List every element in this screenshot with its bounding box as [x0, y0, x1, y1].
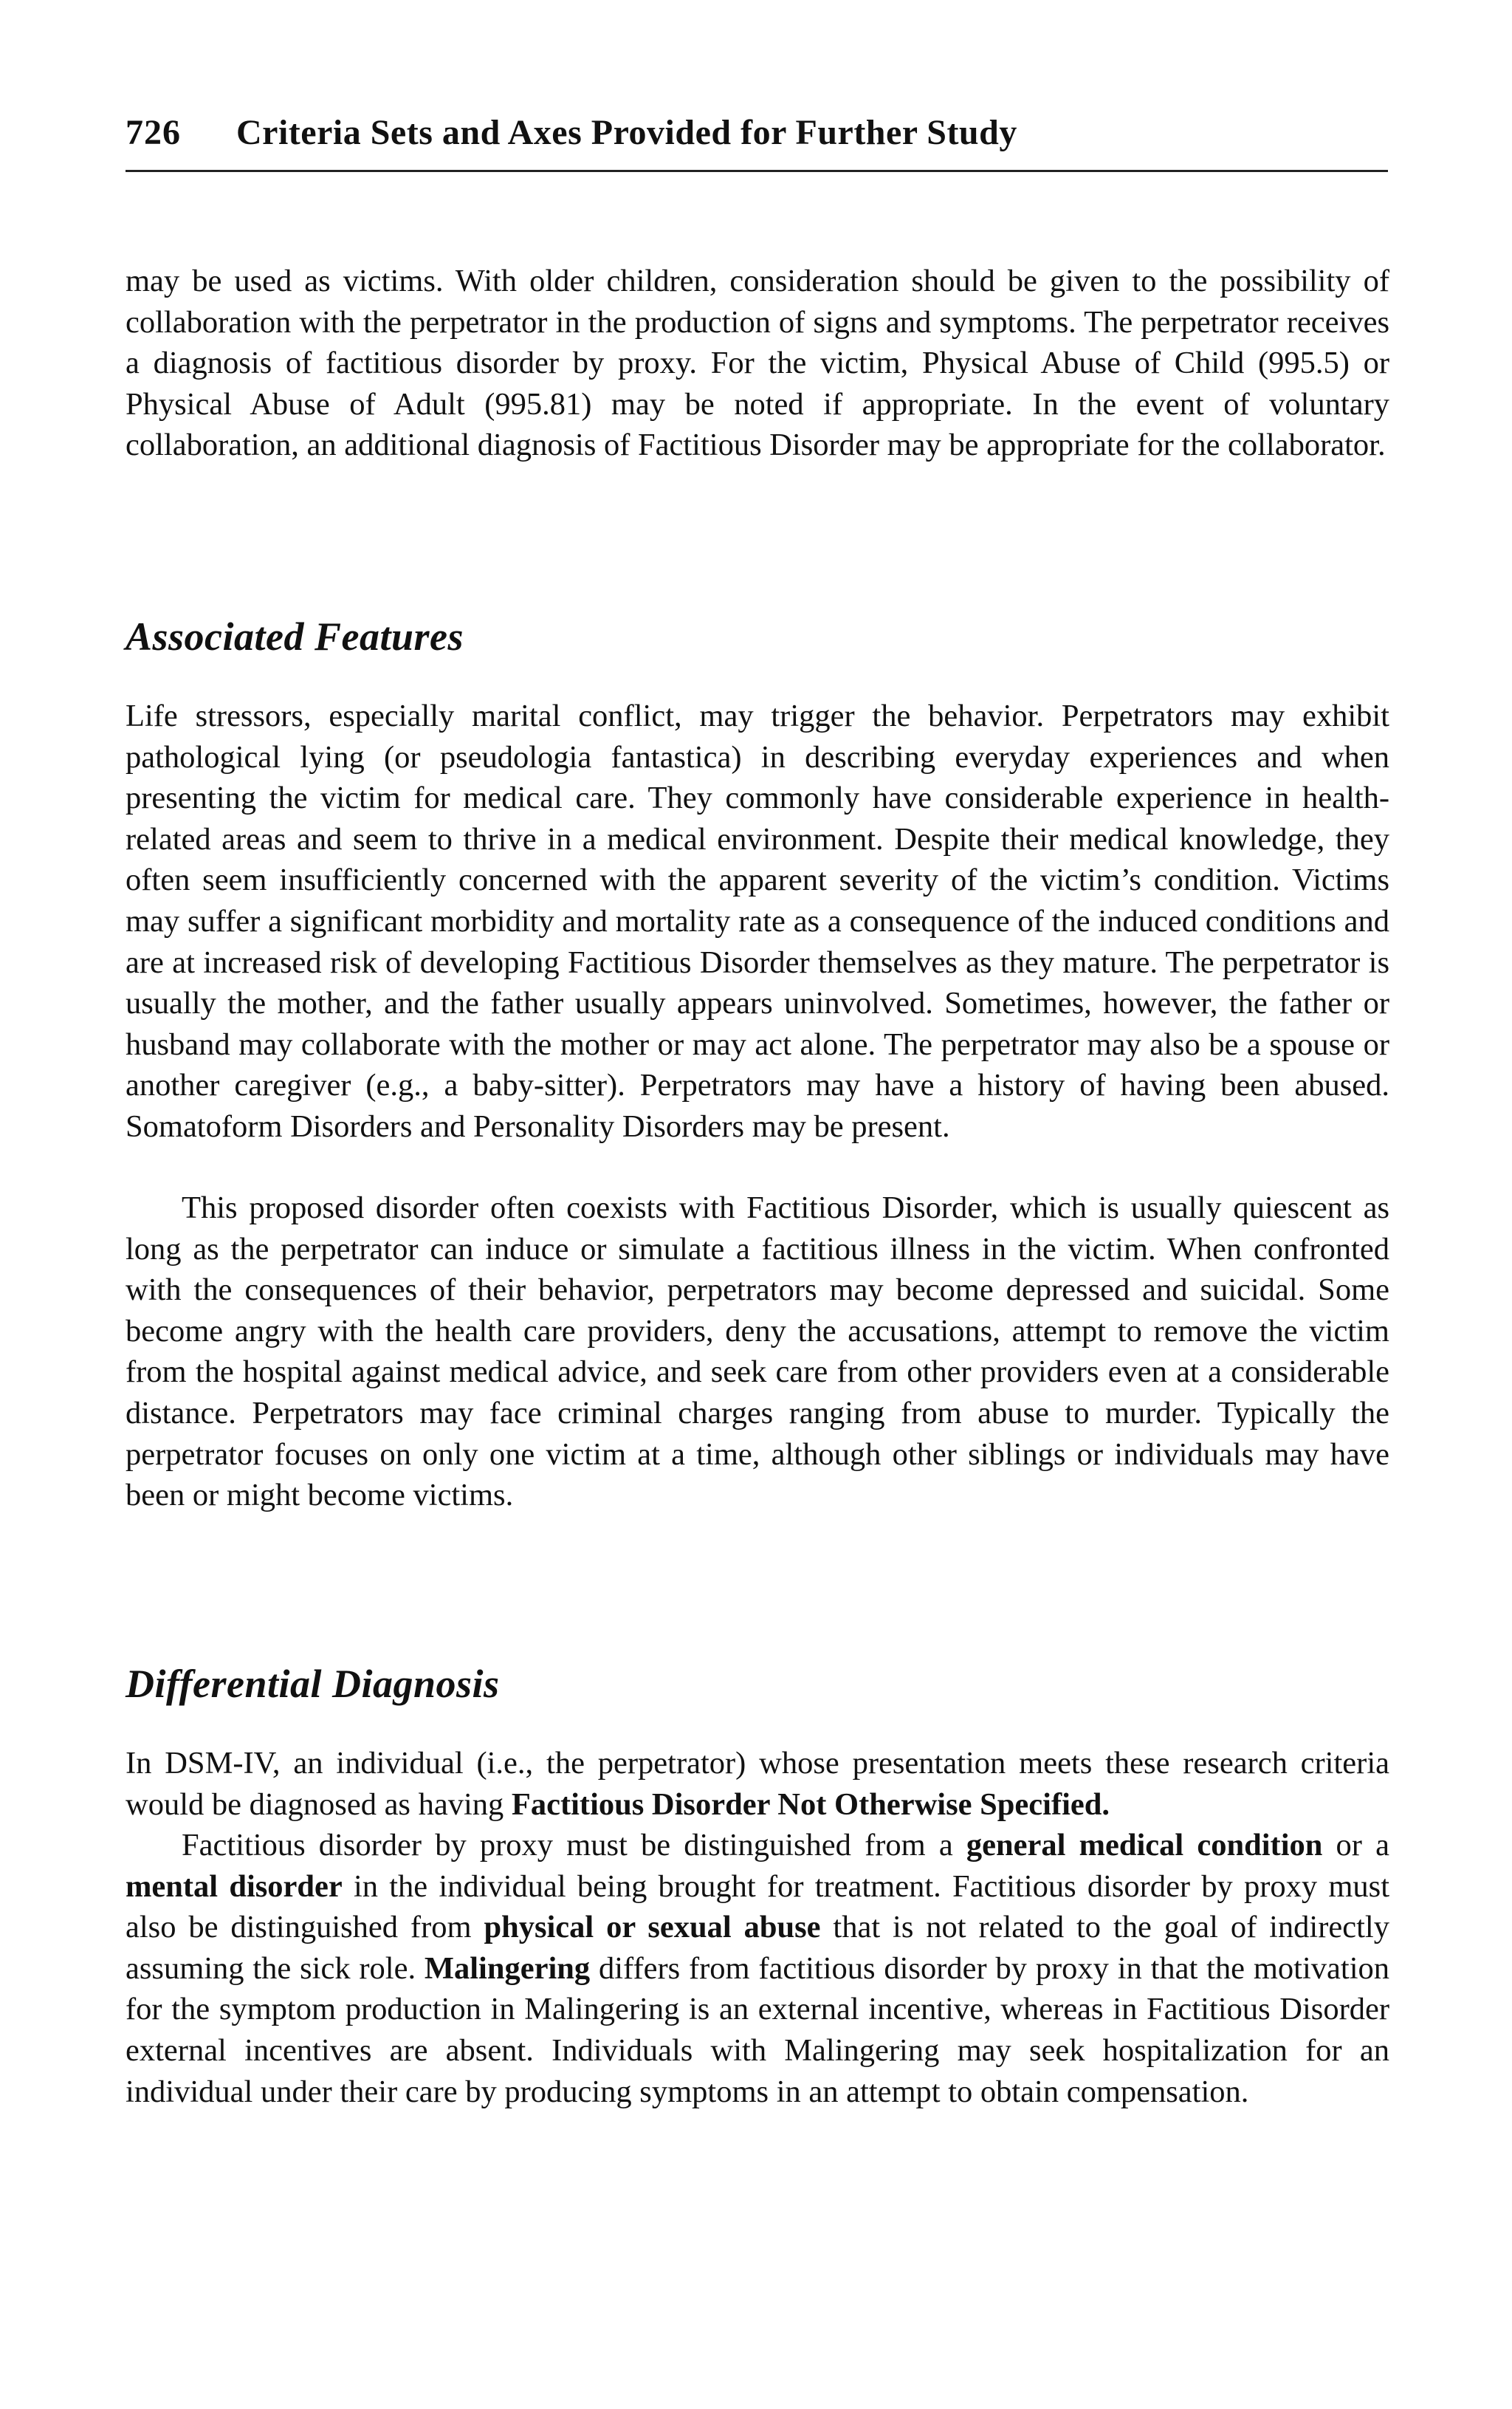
- associated-features-paragraph-2: [126, 1188, 1389, 1516]
- dd-para2-text-e: in the individual being brought for treatment. Factitious disorder by proxy must also be distinguished from: [126, 1868, 1389, 1945]
- running-head: [126, 111, 1388, 172]
- dd-para2-text-c: or a: [1322, 1828, 1389, 1863]
- differential-diagnosis-heading: Differential Diagnosis: [126, 1662, 500, 1706]
- associated-features-heading: Associated Features: [126, 614, 464, 659]
- associated-features-paragraph-2-text: This proposed disorder often coexists with Factitious Disorder, which is usually quiescent as long as the perpetrator can induce or simulate a factitious illness in the victim. When confronted with the consequences of their behavior, perpetrators may become depressed and suicidal. Some become angry with the health care providers, deny the accusations, attempt to remove the victim from the hospital against medical advice, and seek care from other providers even at a considerable distance. Perpetrators may face criminal charges ranging from abuse to murder. Typically the perpetrator focuses on only one victim at a time, although other siblings or individuals may have been or might become victims.: [126, 1190, 1389, 1513]
- page-number: 726: [126, 113, 181, 152]
- dd-para2-text-a: Factitious disorder by proxy must be distinguished from a: [182, 1828, 966, 1863]
- differential-diagnosis-paragraph-1: [126, 1743, 1389, 1825]
- associated-features-paragraph-1: Life stressors, especially marital conflict, may trigger the behavior. Perpetrators may exhibit pathological lying (or pseudologia fantastica) in describing everyday experiences and when presenting the victim for medical care. They commonly have considerable experience in health-related areas and seem to thrive in a medical environment. Despite their medical knowledge, they often seem insufficiently concerned with the apparent severity of the victim’s condition. Victims may suffer a significant morbidity and mortality rate as a consequence of the induced conditions and are at increased risk of developing Factitious Disorder themselves as they mature. The perpetrator is usually the mother, and the father usually appears uninvolved. Sometimes, however, the father or husband may collaborate with the mother or may act alone. The perpetrator may also be a spouse or another caregiver (e.g., a baby-sitter). Perpetrators may have a history of having been abused. Somatoform Disorders and Personality Disorders may be present.: [126, 699, 1389, 1144]
- dd-term-general-medical-condition: general medical condition: [966, 1828, 1323, 1863]
- running-head-title: Criteria Sets and Axes Provided for Further Study: [236, 113, 1017, 152]
- dd-term-mental-disorder: mental disorder: [126, 1868, 343, 1904]
- dd-para2-text-i: differs from factitious disorder by proxy in that the motivation for the symptom production in Malingering is an external incentive, whereas in Factitious Disorder external incentives are absent. Individuals with Malingering may seek hospitalization for an individual under their care by producing symptoms in an attempt to obtain compensation.: [126, 1950, 1389, 2109]
- dd-para1-text: In DSM-IV, an individual (i.e., the perpetrator) whose presentation meets these research criteria would be diagnosed as having: [126, 1746, 1389, 1822]
- differential-diagnosis-paragraph-2: [126, 1825, 1389, 2112]
- dd-term-physical-sexual-abuse: physical or sexual abuse: [484, 1910, 821, 1945]
- dd-para2-text-g: that is not related to the goal of indirectly assuming the sick role.: [126, 1910, 1389, 1986]
- dd-term-factitious-nos: Factitious Disorder Not Otherwise Specified.: [511, 1786, 1110, 1822]
- intro-paragraph: may be used as victims. With older children, consideration should be given to the possibility of collaboration with the perpetrator in the production of signs and symptoms. The perpetrator receives a diagnosis of factitious disorder by proxy. For the victim, Physical Abuse of Child (995.5) or Physical Abuse of Adult (995.81) may be noted if appropriate. In the event of voluntary collaboration, an additional diagnosis of Factitious Disorder may be appropriate for the collaborator.: [126, 264, 1389, 463]
- dd-term-malingering: Malingering: [424, 1950, 591, 1986]
